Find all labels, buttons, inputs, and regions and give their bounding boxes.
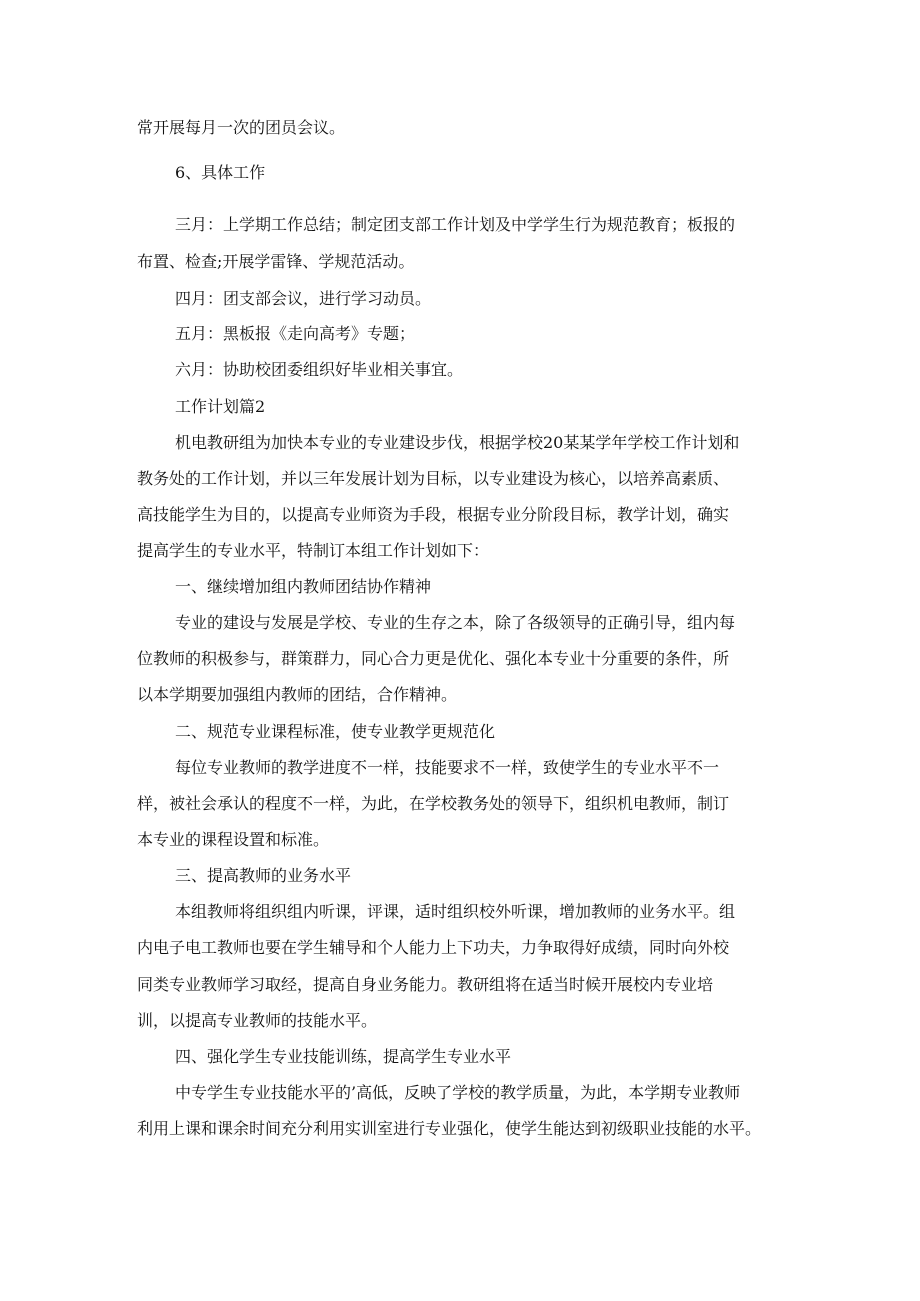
paragraph-line: 高技能学生为目的，以提高专业师资为手段，根据专业分阶段目标，教学计划，确实 <box>137 505 730 524</box>
paragraph-line: 提高学生的专业水平，特制订本组工作计划如下： <box>137 541 490 560</box>
section-heading: 一、继续增加组内教师团结协作精神 <box>175 577 432 596</box>
paragraph-line: 训，以提高专业教师的技能水平。 <box>137 1011 378 1030</box>
paragraph-line: 样，被社会承认的程度不一样，为此，在学校教务处的领导下，组织机电教师，制订 <box>137 794 730 813</box>
paragraph-line: 位教师的积极参与，群策群力，同心合力更是优化、强化本专业十分重要的条件，所 <box>137 649 730 668</box>
paragraph-line: 本组教师将组织组内听课，评课，适时组织校外听课，增加教师的业务水平。组 <box>175 902 736 921</box>
paragraph-line: 以本学期要加强组内教师的团结，合作精神。 <box>137 685 458 704</box>
paragraph-line: 每位专业教师的教学进度不一样，技能要求不一样，致使学生的专业水平不一 <box>175 758 720 777</box>
paragraph-line: 四月：团支部会议，进行学习动员。 <box>175 289 432 308</box>
paragraph-line: 同类专业教师学习取经，提高自身业务能力。教研组将在适当时候开展校内专业培 <box>137 975 714 994</box>
paragraph-line: 机电教研组为加快本专业的专业建设步伐，根据学校20某某学年学校工作计划和 <box>175 433 740 452</box>
paragraph-line: 利用上课和课余时间充分利用实训室进行专业强化，使学生能达到初级职业技能的水平。 <box>137 1119 762 1138</box>
paragraph-line: 三月：上学期工作总结；制定团支部工作计划及中学学生行为规范教育；板报的 <box>175 215 736 234</box>
paragraph-line: 中专学生专业技能水平的’高低，反映了学校的教学质量，为此，本学期专业教师 <box>175 1083 741 1102</box>
paragraph-line: 六月：协助校团委组织好毕业相关事宜。 <box>175 360 464 379</box>
paragraph-line: 教务处的工作计划，并以三年发展计划为目标，以专业建设为核心，以培养高素质、 <box>137 469 730 488</box>
section-heading: 四、强化学生专业技能训练，提高学生专业水平 <box>175 1047 512 1066</box>
section-heading: 三、提高教师的业务水平 <box>175 866 352 885</box>
paragraph-line: 五月：黑板报《走向高考》专题； <box>175 324 416 343</box>
paragraph-line: 布置、检查;开展学雷锋、学规范活动。 <box>137 252 415 271</box>
section-heading: 6、具体工作 <box>175 163 266 182</box>
paragraph-line: 常开展每月一次的团员会议。 <box>137 118 346 137</box>
paragraph-line: 专业的建设与发展是学校、专业的生存之本，除了各级领导的正确引导，组内每 <box>175 613 736 632</box>
section-heading: 工作计划篇2 <box>175 397 266 416</box>
paragraph-line: 本专业的课程设置和标准。 <box>137 830 330 849</box>
paragraph-line: 内电子电工教师也要在学生辅导和个人能力上下功夫，力争取得好成绩，同时向外校 <box>137 938 730 957</box>
section-heading: 二、规范专业课程标准，使专业教学更规范化 <box>175 722 496 741</box>
